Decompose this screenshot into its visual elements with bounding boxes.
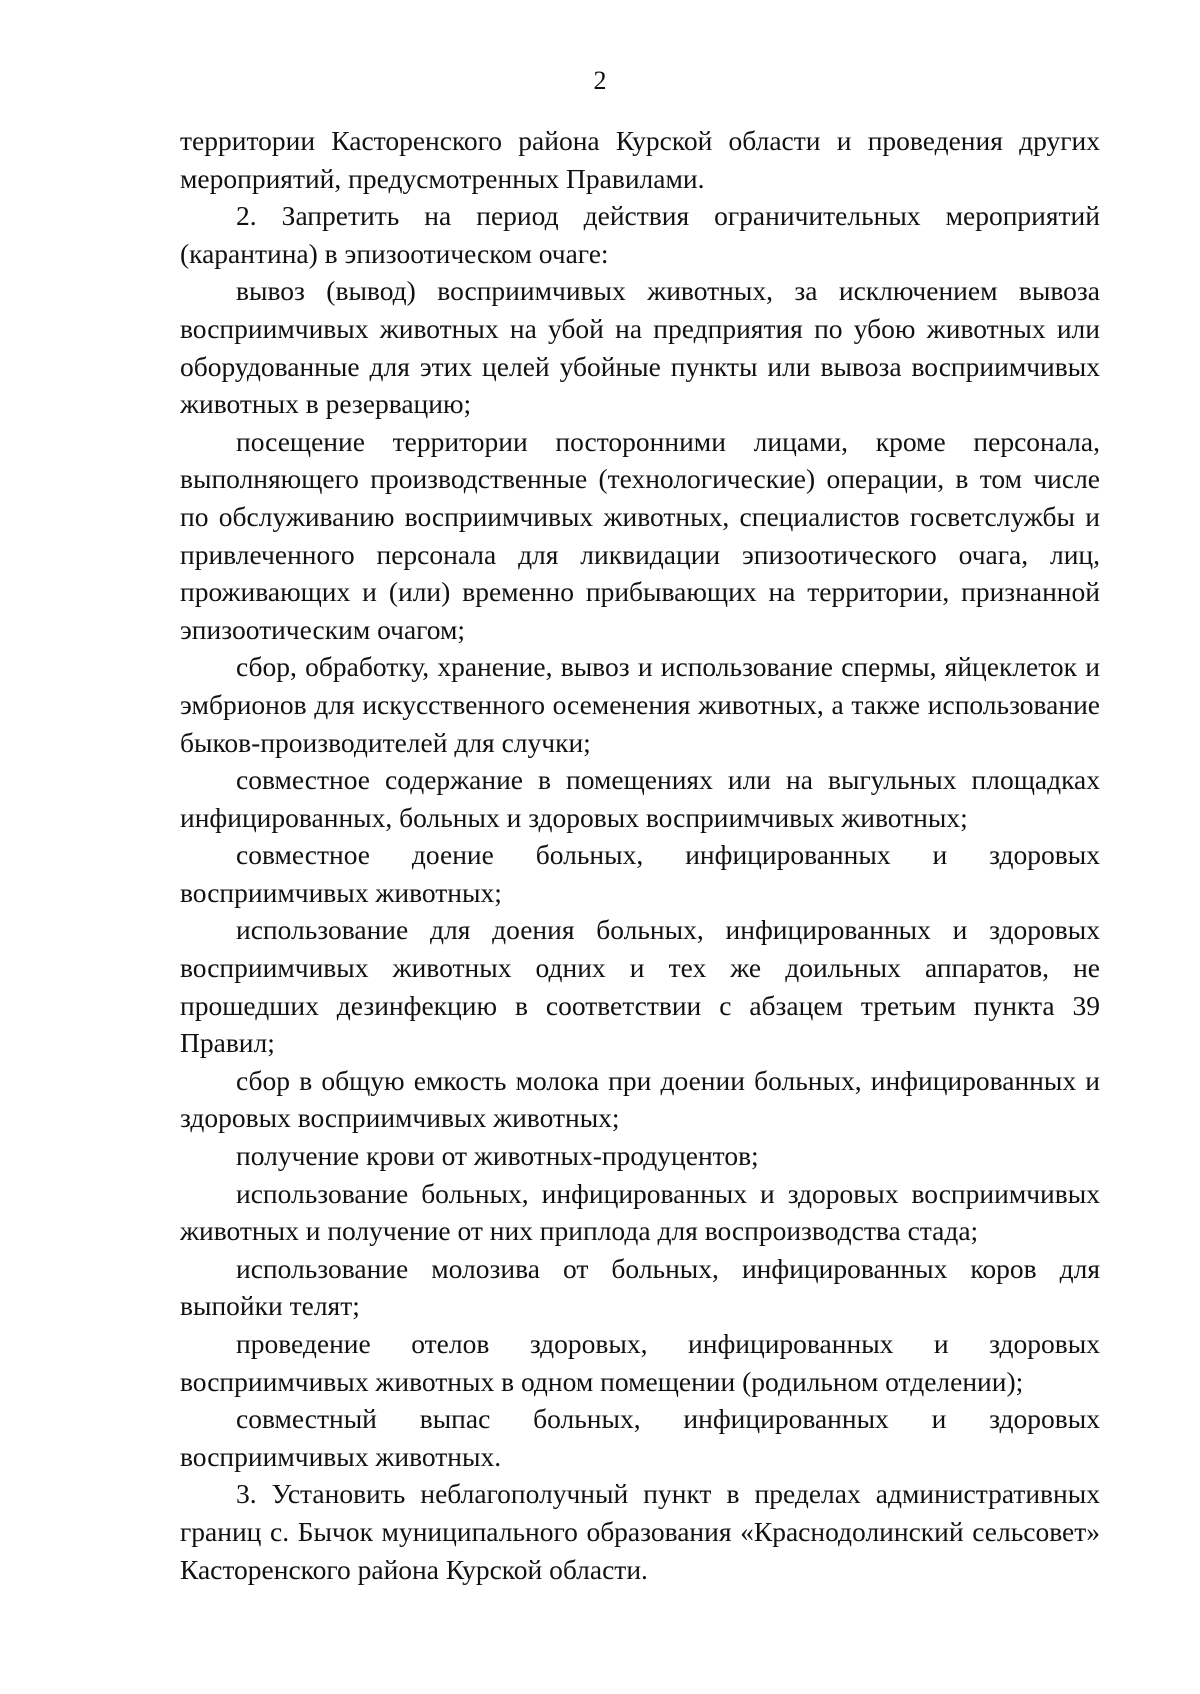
paragraph-joint-grazing: совместный выпас больных, инфицированных и здоровых восприимчивых животных. [180, 1403, 1100, 1472]
paragraph-joint-keeping: совместное содержание в помещениях или на выгульных площадках инфицированных, больных и здоровых восприимчивых животных; [180, 764, 1100, 833]
paragraph-milk-collection: сбор в общую емкость молока при доении больных, инфицированных и здоровых восприимчивых животных; [180, 1064, 1100, 1134]
page-number: 2 [593, 66, 607, 95]
paragraph-joint-milking: совместное доение больных, инфицированных и здоровых восприимчивых животных; [180, 839, 1100, 908]
paragraph-blood-collection: получение крови от животных-продуцентов; [236, 1140, 759, 1172]
paragraph-milking-apparatus: использование для доения больных, инфицированных и здоровых восприимчивых животных одних и тех же доильных аппаратов, не прошедших дезинфекцию в соответствии с абзацем третьим пункта 39 Правил; [180, 914, 1100, 1059]
paragraph-offspring: использование больных, инфицированных и здоровых восприимчивых животных и получение от них приплода для воспроизводства стада; [180, 1177, 1100, 1247]
paragraph-calving: проведение отелов здоровых, инфицированных и здоровых восприимчивых животных в одном помещении (родильном отделении); [180, 1328, 1100, 1397]
paragraph-colostrum: использование молозива от больных, инфицированных коров для выпойки телят; [180, 1252, 1100, 1322]
paragraph-export-animals: вывоз (вывод) восприимчивых животных, за исключением вывоза восприимчивых животных на убой на предприятия по убою животных или оборудованные для этих целей убойные пункты или вывоза восприимчивых животных в резервацию; [180, 275, 1100, 420]
paragraph-visiting-territory: посещение территории посторонними лицами, кроме персонала, выполняющего производственные (технологические) операции, в том числе по обслуживанию восприимчивых животных, специалистов госветслужбы и привлеченного персонала для ликвидации эпизоотического очага, лиц, проживающих и (или) временно прибывающих на территории, признанной эпизоотическим очагом; [180, 425, 1100, 645]
document-body [180, 122, 1100, 1588]
paragraph-sperm-collection: сбор, обработку, хранение, вывоз и использование спермы, яйцеклеток и эмбрионов для искусственного осеменения животных, а также использование быков-производителей для случки; [180, 651, 1100, 758]
paragraph-item-3-establish: 3. Установить неблагополучный пункт в пределах административных границ с. Бычок муниципального образования «Краснодолинский сельсовет» Касторенского района Курской области. [180, 1478, 1100, 1585]
paragraph-continuation: территории Касторенского района Курской области и проведения других мероприятий, предусмотренных Правилами. [180, 125, 1100, 194]
paragraph-item-2-prohibit: 2. Запретить на период действия ограничительных мероприятий (карантина) в эпизоотическом очаге: [180, 200, 1100, 269]
